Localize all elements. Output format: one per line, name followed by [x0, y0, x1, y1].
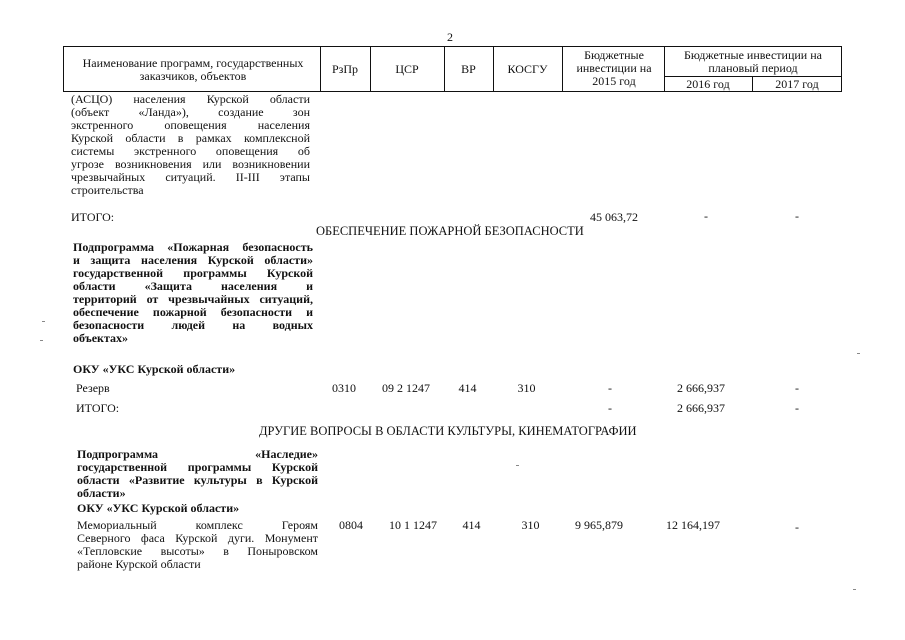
text-line: объектах»: [73, 331, 128, 345]
scan-speck: [857, 353, 860, 354]
row-2017: -: [795, 381, 799, 395]
text-line: Подпрограмма «Пожарная безопасность: [73, 240, 313, 254]
text-line: Курской области в рамках комплексной: [71, 131, 310, 145]
row-2015: -: [608, 381, 612, 395]
customer-culture: ОКУ «УКС Курской области»: [77, 501, 240, 515]
page-number: 2: [447, 30, 453, 44]
row-name: Резерв: [76, 381, 110, 395]
header-vr: ВР: [461, 62, 476, 76]
customer-fire: ОКУ «УКС Курской области»: [73, 362, 236, 376]
header-kosgu: КОСГУ: [507, 62, 548, 76]
header-rzpr: РзПр: [331, 62, 359, 76]
total-2017: -: [795, 209, 799, 223]
header-year-2017: 2017 год: [775, 77, 819, 91]
total-2015: 45 063,72: [590, 210, 638, 224]
table-header: [63, 46, 842, 92]
header-year-2016: 2016 год: [686, 77, 730, 91]
row-2016: 2 666,937: [677, 381, 725, 395]
text-line: государственной программы Курской: [77, 460, 318, 474]
row-csr: 10 1 1247: [389, 518, 437, 532]
text-line: чрезвычайных ситуаций. II-III этапы: [71, 170, 310, 184]
text-line: угрозе возникновения или возникновении: [71, 157, 310, 171]
row-csr: 09 2 1247: [382, 381, 430, 395]
total-2016: 2 666,937: [677, 401, 725, 415]
text-line: безопасности людей на водных: [73, 318, 313, 332]
row-rzpr: 0310: [332, 381, 356, 395]
row-vr: 414: [458, 381, 477, 395]
header-budget-plan: Бюджетные инвестиции на плановый период: [684, 48, 822, 75]
text-line: Подпрограмма «Наследие»: [77, 447, 318, 461]
row-2017: -: [795, 520, 799, 534]
row-name-line: «Тепловские высоты» в Поныровском: [77, 544, 318, 558]
scan-speck: [42, 321, 45, 322]
row-kosgu: 310: [517, 381, 536, 395]
section-title-fire: ОБЕСПЕЧЕНИЕ ПОЖАРНОЙ БЕЗОПАСНОСТИ: [316, 224, 584, 238]
row-rzpr: 0804: [339, 518, 363, 532]
row-name-line: Северного фаса Курской дуги. Монумент: [77, 531, 318, 545]
row-name-line: Мемориальный комплекс Героям: [77, 518, 318, 532]
total-label: ИТОГО:: [71, 210, 115, 224]
text-line: территорий от чрезвычайных ситуаций,: [73, 292, 313, 306]
text-line: области»: [77, 486, 126, 500]
text-line: области «Развитие культуры в Курской: [77, 473, 318, 487]
total-label: ИТОГО:: [76, 401, 120, 415]
scan-speck: [40, 340, 43, 341]
header-csr: ЦСР: [395, 62, 419, 76]
text-line: и защита населения Курской области»: [73, 253, 313, 267]
total-2017: -: [795, 401, 799, 415]
text-line: экстренного оповещения населения: [71, 118, 310, 132]
text-line: системы экстренного оповещения об: [71, 144, 310, 158]
section-title-culture: ДРУГИЕ ВОПРОСЫ В ОБЛАСТИ КУЛЬТУРЫ, КИНЕМАТОГРАФИИ: [259, 424, 637, 438]
row-vr: 414: [462, 518, 481, 532]
scan-speck: [853, 589, 856, 590]
text-line: государственной программы Курской: [73, 266, 313, 280]
text-line: (объект «Ланда»), создание зон: [71, 105, 310, 119]
text-line: обеспечение пожарной безопасности и: [73, 305, 313, 319]
row-2016: 12 164,197: [666, 518, 720, 532]
row-name-line: районе Курской области: [77, 557, 201, 571]
total-2016: -: [704, 209, 708, 223]
header-name-column: Наименование программ, государственных заказчиков, объектов: [82, 56, 304, 83]
text-line: строительства: [71, 183, 144, 197]
text-line: (АСЦО) населения Курской области: [71, 92, 310, 106]
row-2015: 9 965,879: [575, 518, 623, 532]
text-line: области «Защита населения и: [73, 279, 313, 293]
row-kosgu: 310: [521, 518, 540, 532]
header-budget-2015: Бюджетные инвестиции на 2015 год: [576, 48, 652, 88]
scan-speck: [516, 465, 519, 466]
total-2015: -: [608, 401, 612, 415]
